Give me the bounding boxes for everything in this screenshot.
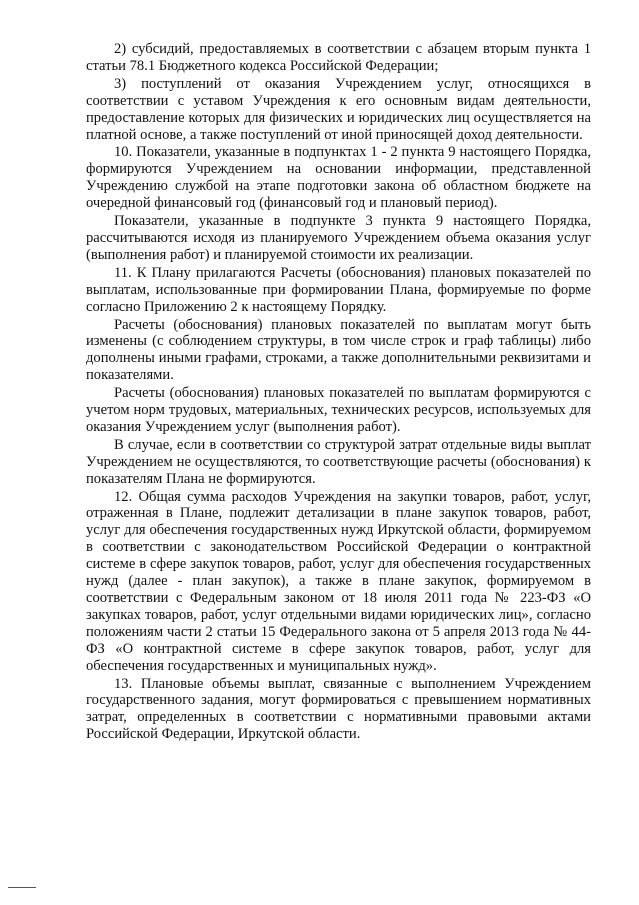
paragraph-subsidies: 2) субсидий, предоставляемых в соответствии с абзацем вторым пункта 1 статьи 78.1 Бюджетного кодекса Российской Федерации; bbox=[86, 41, 591, 74]
paragraph-item-11-norms: Расчеты (обоснования) плановых показателей по выплатам формируются с учетом норм трудовых, материальных, технических ресурсов, используемых для оказания Учреждением услуг (выполнения работ). bbox=[86, 385, 591, 435]
paragraph-service-income: 3) поступлений от оказания Учреждением услуг, относящихся в соответствии с уставом Учреждения к его основным видам деятельности, предоставление которых для физических и юридических лиц осуществляется на платной основе, а также поступлений от иной приносящей доход деятельности. bbox=[86, 75, 591, 143]
paragraph-item-11-exception: В случае, если в соответствии со структурой затрат отдельные виды выплат Учреждением не осуществляются, то соответствующие расчеты (обоснования) к показателям Плана не формируются. bbox=[86, 436, 591, 487]
paragraph-item-10-calc: Показатели, указанные в подпункте 3 пункта 9 настоящего Порядка, рассчитываются исходя из планируемого Учреждением объема оказания услуг (выполнения работ) и планируемой стоимости их реализации. bbox=[86, 213, 591, 263]
paragraph-item-11-changes: Расчеты (обоснования) плановых показателей по выплатам могут быть изменены (с соблюдением структуры, в том числе строк и граф таблицы) либо дополнены иными графами, строками, а также дополнительными реквизитами и показателями. bbox=[86, 316, 591, 384]
scan-edge-mark bbox=[8, 887, 36, 888]
paragraph-item-13: 13. Плановые объемы выплат, связанные с выполнением Учреждением государственного задания, могут формироваться с превышением нормативных затрат, определенных в соответствии с нормативными правовыми актами Российской Федерации, Иркутской области. bbox=[86, 675, 591, 743]
paragraph-item-12: 12. Общая сумма расходов Учреждения на закупки товаров, работ, услуг, отраженная в Плане, подлежит детализации в плане закупок товаров, работ, услуг для обеспечения государственных нужд Иркутской области, формируемом в соответствии с законодательством Российской Федерации о контрактной системе в сфере закупок товаров, работ, услуг для обеспечения государственных нужд (далее - план закупок), а также в плане закупок, формируемом в соответствии с Федеральным законом от 18 июля 2011 года № 223-ФЗ «О закупках товаров, работ, услуг отдельными видами юридических лиц», согласно положениям части 2 статьи 15 Федерального закона от 5 апреля 2013 года № 44-ФЗ «О контрактной системе в сфере закупок товаров, работ, услуг для обеспечения государственных и муниципальных нужд». bbox=[86, 488, 591, 674]
document-body bbox=[86, 41, 591, 744]
paragraph-item-11: 11. К Плану прилагаются Расчеты (обоснования) плановых показателей по выплатам, использованные при формировании Плана, формируемые по форме согласно Приложению 2 к настоящему Порядку. bbox=[86, 264, 591, 315]
paragraph-item-10: 10. Показатели, указанные в подпунктах 1 - 2 пункта 9 настоящего Порядка, формируются Учреждением на основании информации, представленной Учреждению службой на этапе подготовки закона об областном бюджете на очередной финансовый год (финансовый год и плановый период). bbox=[86, 144, 591, 212]
